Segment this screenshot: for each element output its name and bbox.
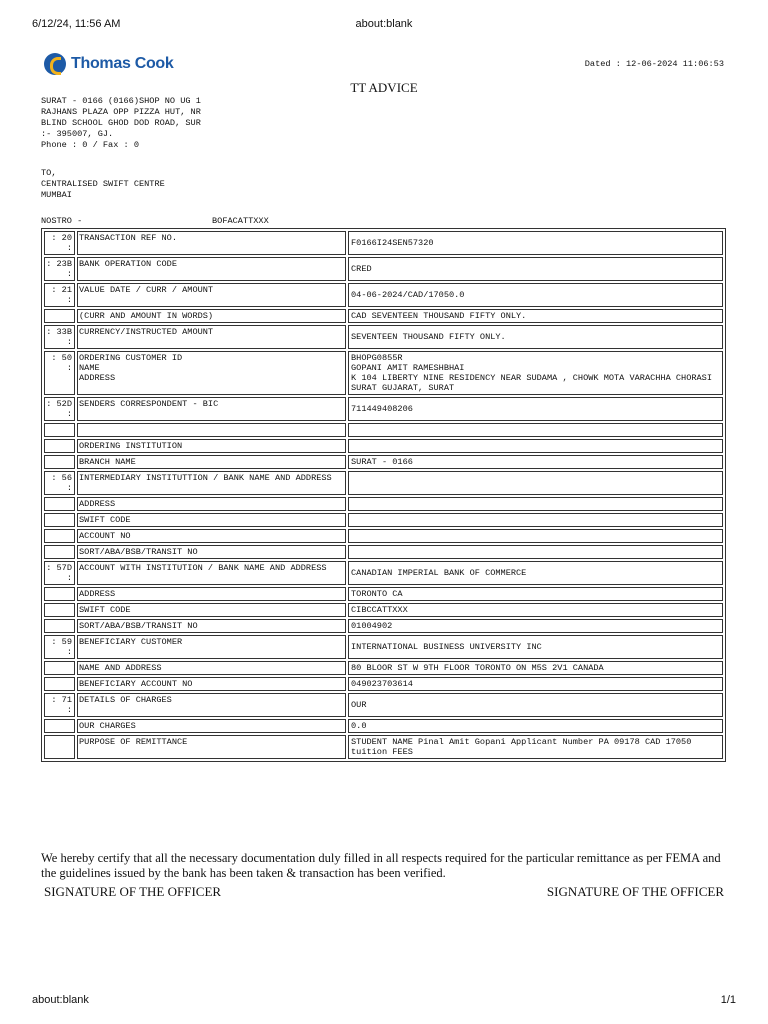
table-row [44, 661, 723, 675]
row-field-label: SENDERS CORRESPONDENT - BIC [77, 397, 346, 421]
nostro-code: BOFACATTXXX [212, 216, 269, 226]
row-value: TORONTO CA [348, 587, 723, 601]
row-value: 80 BLOOR ST W 9TH FLOOR TORONTO ON M5S 2V1 CANADA [348, 661, 723, 675]
row-tag [44, 309, 75, 323]
dated-stamp: Dated : 12-06-2024 11:06:53 [584, 59, 724, 69]
row-field-label: SORT/ABA/BSB/TRANSIT NO [77, 545, 346, 559]
row-field-label: SORT/ABA/BSB/TRANSIT NO [77, 619, 346, 633]
row-tag [44, 513, 75, 527]
print-datetime: 6/12/24, 11:56 AM [32, 18, 121, 30]
table-row [44, 257, 723, 281]
row-value: SURAT - 0166 [348, 455, 723, 469]
row-tag: : 52D : [44, 397, 75, 421]
table-row [44, 529, 723, 543]
row-value: 01004902 [348, 619, 723, 633]
table-row [44, 309, 723, 323]
row-tag: : 21 : [44, 283, 75, 307]
row-value [348, 497, 723, 511]
officer-signature-left: SIGNATURE OF THE OFFICER [44, 884, 222, 899]
row-value: 711449408206 [348, 397, 723, 421]
row-tag: : 23B : [44, 257, 75, 281]
row-field-label: ADDRESS [77, 497, 346, 511]
row-field-label: SWIFT CODE [77, 513, 346, 527]
table-row [44, 719, 723, 733]
table-row [44, 439, 723, 453]
table-row [44, 471, 723, 495]
nostro-line [41, 216, 269, 227]
tt-advice-table [41, 228, 726, 762]
table-row [44, 397, 723, 421]
row-tag [44, 439, 75, 453]
row-tag: : 59 : [44, 635, 75, 659]
row-tag: : 33B : [44, 325, 75, 349]
row-tag [44, 677, 75, 691]
row-tag [44, 497, 75, 511]
row-value: F0166I24SEN57320 [348, 231, 723, 255]
table-row [44, 587, 723, 601]
table-row [44, 677, 723, 691]
table-row [44, 545, 723, 559]
row-value: STUDENT NAME Pinal Amit Gopani Applicant Number PA 09178 CAD 17050 tuition FEES [348, 735, 723, 759]
row-field-label: OUR CHARGES [77, 719, 346, 733]
row-field-label: PURPOSE OF REMITTANCE [77, 735, 346, 759]
row-value: CANADIAN IMPERIAL BANK OF COMMERCE [348, 561, 723, 585]
row-field-label: BRANCH NAME [77, 455, 346, 469]
row-tag [44, 661, 75, 675]
row-value [348, 513, 723, 527]
row-field-label: (CURR AND AMOUNT IN WORDS) [77, 309, 346, 323]
table-row [44, 351, 723, 395]
row-tag [44, 423, 75, 437]
row-value: CRED [348, 257, 723, 281]
footer-url: about:blank [32, 994, 89, 1006]
table-row [44, 561, 723, 585]
table-row [44, 693, 723, 717]
row-field-label: BENEFICIARY ACCOUNT NO [77, 677, 346, 691]
row-field-label: BENEFICIARY CUSTOMER [77, 635, 346, 659]
print-footer [32, 994, 736, 1006]
nostro-label: NOSTRO - [41, 216, 83, 226]
row-value [348, 439, 723, 453]
row-tag [44, 529, 75, 543]
row-value: CIBCCATTXXX [348, 603, 723, 617]
row-value: CAD SEVENTEEN THOUSAND FIFTY ONLY. [348, 309, 723, 323]
row-value [348, 529, 723, 543]
table-row [44, 735, 723, 759]
row-tag [44, 587, 75, 601]
row-field-label: VALUE DATE / CURR / AMOUNT [77, 283, 346, 307]
table-row [44, 423, 723, 437]
table-row [44, 455, 723, 469]
row-field-label: NAME AND ADDRESS [77, 661, 346, 675]
row-tag: : 50 : [44, 351, 75, 395]
row-tag [44, 545, 75, 559]
row-field-label [77, 423, 346, 437]
page-url: about:blank [355, 18, 413, 30]
table-row [44, 231, 723, 255]
row-tag: : 57D : [44, 561, 75, 585]
table-row [44, 635, 723, 659]
row-value [348, 471, 723, 495]
row-value: BHOPG0855R GOPANI AMIT RAMESHBHAI K 104 LIBERTY NINE RESIDENCY NEAR SUDAMA , CHOWK MOTA VARACHHA CHORASI SURAT GUJARAT, SURAT [348, 351, 723, 395]
row-tag [44, 619, 75, 633]
officer-signature-right: SIGNATURE OF THE OFFICER [546, 884, 724, 899]
row-tag [44, 603, 75, 617]
table-row [44, 513, 723, 527]
row-tag [44, 719, 75, 733]
table-row [44, 283, 723, 307]
row-value: OUR [348, 693, 723, 717]
row-field-label: ACCOUNT NO [77, 529, 346, 543]
table-row [44, 603, 723, 617]
row-field-label: TRANSACTION REF NO. [77, 231, 346, 255]
row-value: 04-06-2024/CAD/17050.0 [348, 283, 723, 307]
row-value: INTERNATIONAL BUSINESS UNIVERSITY INC [348, 635, 723, 659]
row-field-label: BANK OPERATION CODE [77, 257, 346, 281]
row-tag: : 56 : [44, 471, 75, 495]
row-field-label: SWIFT CODE [77, 603, 346, 617]
branch-address: SURAT - 0166 (0166)SHOP NO UG 1 RAJHANS PLAZA OPP PIZZA HUT, NR BLIND SCHOOL GHOD DOD ROAD, SUR :- 395007, GJ. Phone : 0 / Fax : 0 [41, 96, 201, 150]
certification-text: We hereby certify that all the necessary documentation duly filled in all respects required for the particular remittance as per FEMA and the guidelines issued by the bank has been taken & transaction has been verified. [41, 851, 721, 880]
row-field-label: ADDRESS [77, 587, 346, 601]
row-value: 0.0 [348, 719, 723, 733]
row-value [348, 423, 723, 437]
row-value: SEVENTEEN THOUSAND FIFTY ONLY. [348, 325, 723, 349]
row-tag: : 71 : [44, 693, 75, 717]
row-field-label: ACCOUNT WITH INSTITUTION / BANK NAME AND ADDRESS [77, 561, 346, 585]
row-tag [44, 455, 75, 469]
row-field-label: INTERMEDIARY INSTITUTTION / BANK NAME AND ADDRESS [77, 471, 346, 495]
row-tag [44, 735, 75, 759]
row-value: 049023703614 [348, 677, 723, 691]
thomas-cook-logo [44, 53, 174, 75]
page-count: 1/1 [720, 994, 736, 1006]
document-title: TT ADVICE [350, 80, 418, 95]
row-value [348, 545, 723, 559]
table-row [44, 325, 723, 349]
table-row [44, 619, 723, 633]
row-field-label: DETAILS OF CHARGES [77, 693, 346, 717]
table-row [44, 497, 723, 511]
row-field-label: CURRENCY/INSTRUCTED AMOUNT [77, 325, 346, 349]
brand-name: Thomas Cook [71, 55, 174, 72]
row-field-label: ORDERING CUSTOMER ID NAME ADDRESS [77, 351, 346, 395]
recipient-block: TO, CENTRALISED SWIFT CENTRE MUMBAI [41, 168, 165, 200]
row-field-label: ORDERING INSTITUTION [77, 439, 346, 453]
thomas-cook-globe-icon [44, 53, 66, 75]
row-tag: : 20 : [44, 231, 75, 255]
